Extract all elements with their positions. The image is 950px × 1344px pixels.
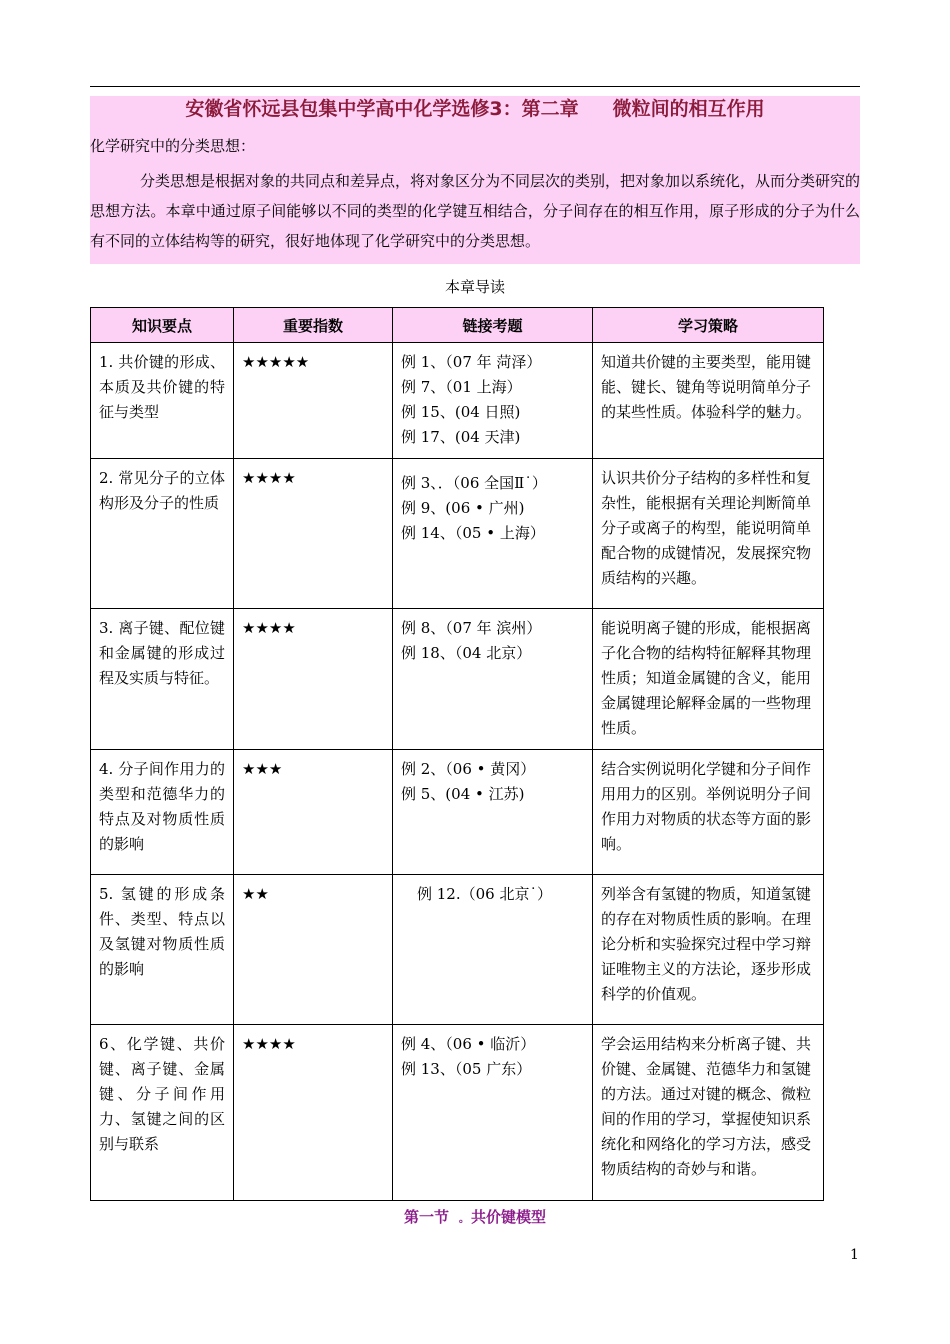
linked-questions-cell — [393, 750, 593, 875]
importance-stars: ★★★★ — [234, 609, 393, 750]
linked-question: 例 4、（06 • 临沂） — [401, 1035, 536, 1053]
importance-stars: ★★★★ — [234, 459, 393, 609]
linked-question: 例 3、．（06 全国Ⅱ˙） — [401, 474, 547, 492]
importance-stars: ★★ — [234, 875, 393, 1025]
linked-question: 例 8、（07 年 滨州） — [401, 619, 542, 637]
linked-question: 例 12.（06 北京˙） — [417, 885, 552, 903]
knowledge-point-cell: 1. 共价键的形成、本质及共价键的特征与类型 — [91, 343, 234, 459]
linked-question: 例 15、(04 日照) — [401, 403, 521, 421]
importance-stars: ★★★★★ — [234, 343, 393, 459]
strategy-cell: 能说明离子键的形成，能根据离子化合物的结构特征解释其物理性质；知道金属键的含义，能用金属键理论解释金属的一些物理性质。 — [593, 609, 824, 750]
knowledge-point-cell: 4. 分子间作用力的类型和范德华力的特点及对物质性质的影响 — [91, 750, 234, 875]
linked-questions-cell — [393, 875, 593, 1025]
knowledge-point-cell: 3. 离子键、配位键和金属键的形成过程及实质与特征。 — [91, 609, 234, 750]
linked-question: 例 13、（05 广东） — [401, 1060, 532, 1078]
importance-stars: ★★★ — [234, 750, 393, 875]
table-header-row — [91, 308, 824, 343]
linked-question: 例 1、（07 年 菏泽） — [401, 353, 542, 371]
strategy-cell: 列举含有氢键的物质，知道氢键的存在对物质性质的影响。在理论分析和实验探究过程中学习辩证唯物主义的方法论，逐步形成科学的价值观。 — [593, 875, 824, 1025]
strategy-cell: 学会运用结构来分析离子键、共价键、金属键、范德华力和氢键的方法。通过对键的概念、微粒间的作用的学习，掌握使知识系统化和网络化的学习方法，感受物质结构的奇妙与和谐。 — [593, 1025, 824, 1201]
table-caption: 本章导读 — [444, 278, 505, 296]
knowledge-point-cell: 5. 氢键的形成条件、类型、特点以及氢键对物质性质的影响 — [91, 875, 234, 1025]
section-heading — [90, 1206, 860, 1227]
section-title: 共价键模型 — [471, 1208, 547, 1226]
header-importance: 重要指数 — [234, 308, 393, 343]
linked-question: 例 2、（06 • 黄冈） — [401, 760, 536, 778]
linked-questions-cell — [393, 609, 593, 750]
strategy-cell: 知道共价键的主要类型，能用键能、键长、键角等说明简单分子的某些性质。体验科学的魅力。 — [593, 343, 824, 459]
title-part-1: 安徽省怀远县包集中学高中化学选修3：第二章 — [185, 98, 579, 120]
page-number: 1 — [850, 1247, 859, 1263]
page-title — [90, 96, 860, 122]
title-part-2: 微粒间的相互作用 — [612, 98, 765, 120]
table-row — [91, 750, 824, 875]
knowledge-point-cell: 6、化学键、共价键、离子键、金属键、分子间作用力、氢键之间的区别与联系 — [91, 1025, 234, 1201]
header-linked-questions: 链接考题 — [393, 308, 593, 343]
linked-questions-cell — [393, 459, 593, 609]
chapter-guide-table — [90, 307, 824, 1201]
linked-question: 例 17、(04 天津) — [401, 428, 521, 446]
linked-question: 例 5、(04 • 江苏) — [401, 785, 525, 803]
table-row — [91, 609, 824, 750]
linked-question: 例 7、（01 上海） — [401, 378, 522, 396]
intro-heading: 化学研究中的分类思想： — [90, 137, 256, 155]
knowledge-point-cell: 2. 常见分子的立体构形及分子的性质 — [91, 459, 234, 609]
header-strategy: 学习策略 — [593, 308, 824, 343]
table-row — [91, 1025, 824, 1201]
section-dot: 。 — [459, 1214, 469, 1225]
section-number: 第一节 — [403, 1208, 449, 1226]
table-row — [91, 875, 824, 1025]
table-row — [91, 343, 824, 459]
header-knowledge-point: 知识要点 — [91, 308, 234, 343]
strategy-cell: 结合实例说明化学键和分子间作用用力的区别。举例说明分子间作用力对物质的状态等方面的影响。 — [593, 750, 824, 875]
linked-questions-cell — [393, 1025, 593, 1201]
linked-question: 例 9、(06 • 广州) — [401, 499, 525, 517]
table-row — [91, 459, 824, 609]
linked-questions-cell — [393, 343, 593, 459]
linked-question: 例 14、（05 • 上海） — [401, 524, 545, 542]
intro-paragraph: 分类思想是根据对象的共同点和差异点，将对象区分为不同层次的类别，把对象加以系统化，从而分类研究的思想方法。本章中通过原子间能够以不同的类型的化学键互相结合，分子间存在的相互作用，原子形成的分子为什么有不同的立体结构等的研究，很好地体现了化学研究中的分类思想。 — [90, 172, 861, 250]
strategy-cell: 认识共价分子结构的多样性和复杂性，能根据有关理论判断简单分子或离子的构型，能说明简单配合物的成键情况，发展探究物质结构的兴趣。 — [593, 459, 824, 609]
importance-stars: ★★★★ — [234, 1025, 393, 1201]
linked-question: 例 18、（04 北京） — [401, 644, 532, 662]
top-rule — [90, 86, 860, 87]
